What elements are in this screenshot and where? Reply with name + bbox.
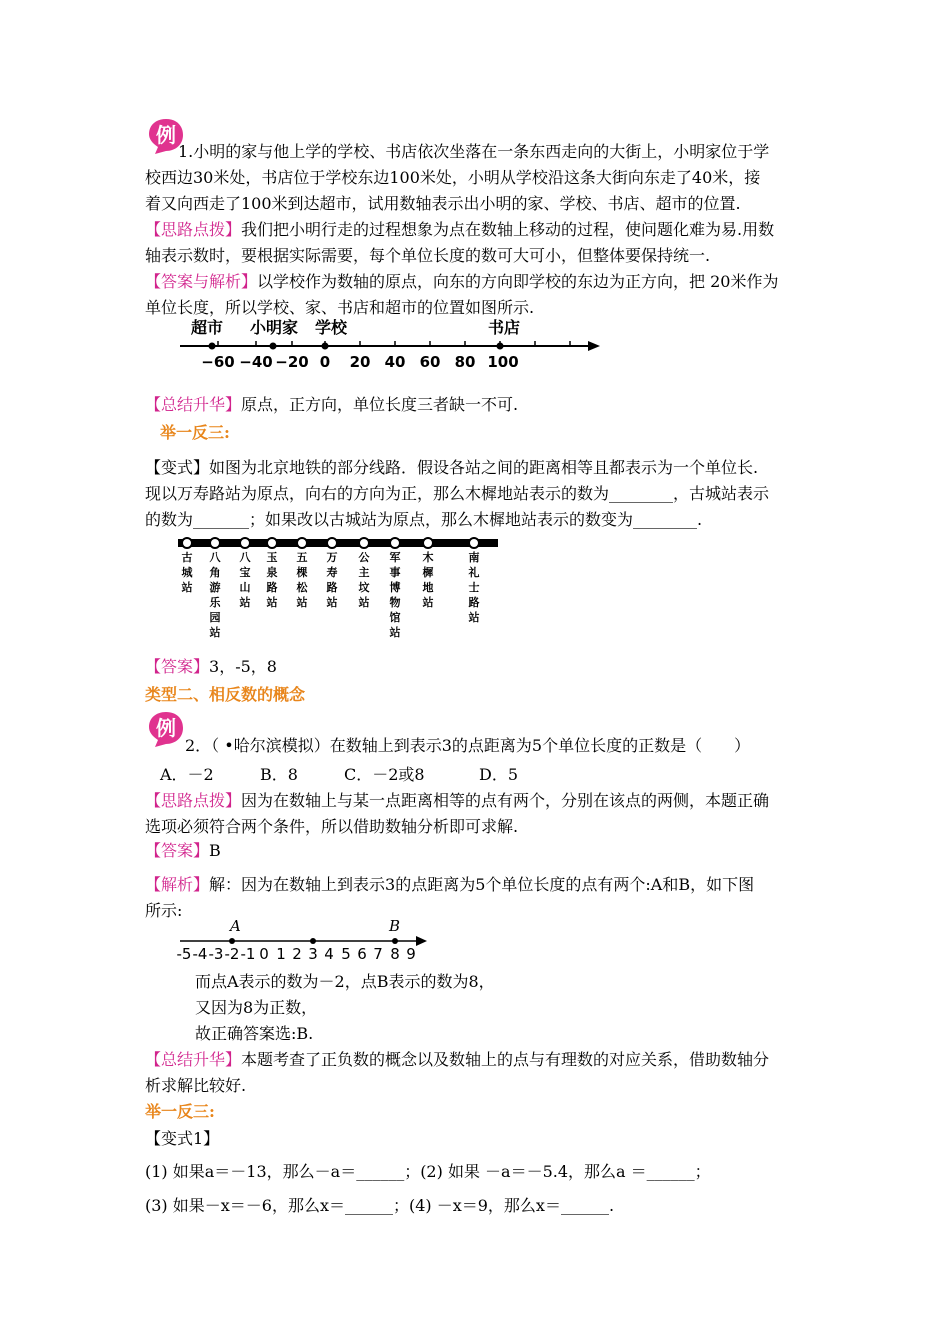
- example-badge-icon: [147, 710, 185, 748]
- tick-label: 20: [349, 353, 371, 371]
- hint-paragraph: [145, 218, 815, 242]
- hint-text: 我们把小明行走的过程想象为点在数轴上移动的过程，使问题化难为易.用数: [241, 220, 775, 239]
- tick-label: -1: [240, 945, 256, 963]
- station-label: 八角游乐园站: [209, 551, 221, 639]
- analysis-text: 解：因为在数轴上到表示3的点距离为5个单位长度的点有两个:A和B，如下图: [209, 875, 755, 894]
- hint-tag: 【思路点拨】: [145, 791, 242, 810]
- variant2-title: 【变式1】: [145, 1129, 220, 1148]
- example1-line: 校西边30米处，书店位于学校东边100米处，小明从学校沿这条大街向东走了40米，接: [145, 168, 761, 187]
- summary-text: 析求解比较好.: [145, 1076, 247, 1095]
- analysis-paragraph: [145, 873, 815, 897]
- option-a: A．－2: [160, 765, 214, 784]
- tick-label: 3: [308, 945, 318, 963]
- tick-label: 2: [292, 945, 302, 963]
- station-label: 南礼士路站: [468, 551, 480, 624]
- example1-line: 着又向西走了100米到达超市，试用数轴表示出小明的家、学校、书店、超市的位置.: [145, 194, 741, 213]
- station-marker: [359, 538, 369, 548]
- variant2-line: (3) 如果－x＝－6，那么x＝______；(4) －x＝9，那么x＝______.: [145, 1196, 615, 1215]
- tick-label: 0: [319, 353, 331, 371]
- example1-line: 1.小明的家与他上学的学校、书店依次坐落在一条东西走向的大街上，小明家位于学: [178, 142, 770, 161]
- station-label: 五棵松站: [296, 551, 308, 609]
- tick-label: 0: [259, 945, 269, 963]
- answer-text: 以学校作为数轴的原点，向东的方向即学校的东边为正方向，把 20米作为: [257, 272, 779, 291]
- hint-text: 选项必须符合两个条件，所以借助数轴分析即可求解.: [145, 817, 519, 836]
- station-marker: [469, 538, 479, 548]
- option-b: B．8: [260, 765, 298, 784]
- tick-label: −40: [239, 353, 273, 371]
- tick-label: 5: [341, 945, 351, 963]
- tick-label: 100: [487, 353, 519, 371]
- label-bookstore: 书店: [488, 318, 521, 337]
- station-marker: [423, 538, 433, 548]
- hint-paragraph: [145, 789, 815, 813]
- bookstore-point: [497, 343, 504, 350]
- tick-label: -2: [224, 945, 240, 963]
- station-marker: [390, 538, 400, 548]
- badge-char: 例: [156, 716, 176, 740]
- answer-text: B: [209, 841, 221, 860]
- label-home: 小明家: [250, 318, 299, 337]
- label-b: B: [389, 917, 401, 935]
- answer-text: 3，-5，8: [209, 657, 277, 676]
- hint-tag: 【思路点拨】: [145, 220, 242, 239]
- badge-char: 例: [156, 123, 176, 147]
- label-a: A: [230, 917, 241, 935]
- tick-label: 1: [276, 945, 286, 963]
- juyi-heading: 举一反三:: [160, 423, 230, 442]
- station-label: 八宝山站: [239, 551, 251, 609]
- summary-tag: 【总结升华】: [145, 1050, 242, 1069]
- summary-text: 本题考查了正负数的概念以及数轴上的点与有理数的对应关系，借助数轴分: [241, 1050, 770, 1069]
- number-line-1: [175, 315, 605, 375]
- answer-text: 单位长度，所以学校、家、书店和超市的位置如图所示.: [145, 298, 535, 317]
- answer-tag: 【答案】: [145, 657, 210, 676]
- variant-line: 现以万寿路站为原点，向右的方向为正，那么木樨地站表示的数为________，古城站表示: [145, 484, 770, 503]
- station-marker: [240, 538, 250, 548]
- station-marker: [297, 538, 307, 548]
- tick-label: 6: [357, 945, 367, 963]
- station-marker: [210, 538, 220, 548]
- point-3: [310, 938, 316, 944]
- station-label: 木樨地站: [422, 551, 434, 609]
- station-label: 玉泉路站: [266, 551, 278, 609]
- tick-label: 60: [419, 353, 441, 371]
- tick-label: 4: [324, 945, 334, 963]
- tick-label: 40: [384, 353, 406, 371]
- summary-paragraph: [145, 393, 815, 417]
- section-title: 类型二、相反数的概念: [145, 685, 306, 704]
- tick-label: −60: [201, 353, 235, 371]
- tick-label: 8: [390, 945, 400, 963]
- home-point: [270, 343, 277, 350]
- supermarket-point: [209, 343, 216, 350]
- summary-paragraph: [145, 1048, 815, 1072]
- answer-tag: 【答案与解析】: [145, 272, 258, 291]
- analysis-after: 又因为8为正数，: [195, 998, 318, 1017]
- number-line-2: [175, 917, 435, 965]
- juyi-heading: 举一反三:: [145, 1102, 215, 1121]
- option-d: D．5: [479, 765, 519, 784]
- station-marker: [327, 538, 337, 548]
- variant2-line: (1) 如果a＝－13，那么－a＝______；(2) 如果 －a＝－5.4，那么a ＝______；: [145, 1162, 711, 1181]
- hint-text: 因为在数轴上与某一点距离相等的点有两个，分别在该点的两侧，本题正确: [241, 791, 770, 810]
- point-b: [392, 938, 398, 944]
- variant-answer: [145, 655, 815, 679]
- station-label: 军事博物馆站: [389, 551, 401, 639]
- options: [160, 763, 518, 787]
- analysis-after: 故正确答案选:B.: [195, 1024, 314, 1043]
- station-marker: [182, 538, 192, 548]
- summary-text: 原点，正方向，单位长度三者缺一不可.: [241, 395, 519, 414]
- subway-line: [175, 532, 505, 554]
- variant-line: 【变式】如图为北京地铁的部分线路．假设各站之间的距离相等且都表示为一个单位长.: [145, 458, 759, 477]
- label-supermarket: 超市: [191, 318, 224, 337]
- point-a: [229, 938, 235, 944]
- station-marker: [267, 538, 277, 548]
- tick-label: 9: [406, 945, 416, 963]
- tick-label: -5: [176, 945, 192, 963]
- summary-tag: 【总结升华】: [145, 395, 242, 414]
- tick-label: 80: [454, 353, 476, 371]
- tick-label: −20: [275, 353, 309, 371]
- school-point: [322, 343, 329, 350]
- tick-label: -4: [192, 945, 208, 963]
- label-school: 学校: [315, 318, 348, 337]
- analysis-text: 所示:: [145, 901, 183, 920]
- variant-line: 的数为_______；如果改以古城站为原点，那么木樨地站表示的数变为________.: [145, 510, 703, 529]
- station-label: 古城站: [181, 551, 193, 594]
- question-text: 2．（ •哈尔滨模拟）在数轴上到表示3的点距离为5个单位长度的正数是（ ）: [185, 736, 751, 755]
- station-label: 公主坟站: [358, 551, 370, 609]
- answer-tag: 【答案】: [145, 841, 210, 860]
- tick-label: -3: [208, 945, 224, 963]
- option-c: C．－2或8: [344, 765, 425, 784]
- hint-text: 轴表示数时，要根据实际需要，每个单位长度的数可大可小，但整体要保持统一.: [145, 246, 711, 265]
- tick-label: 7: [373, 945, 383, 963]
- analysis-after: 而点A表示的数为－2，点B表示的数为8，: [195, 972, 495, 991]
- analysis-tag: 【解析】: [145, 875, 210, 894]
- answer-paragraph: [145, 839, 815, 863]
- station-label: 万寿路站: [326, 551, 338, 609]
- answer-paragraph: [145, 270, 815, 294]
